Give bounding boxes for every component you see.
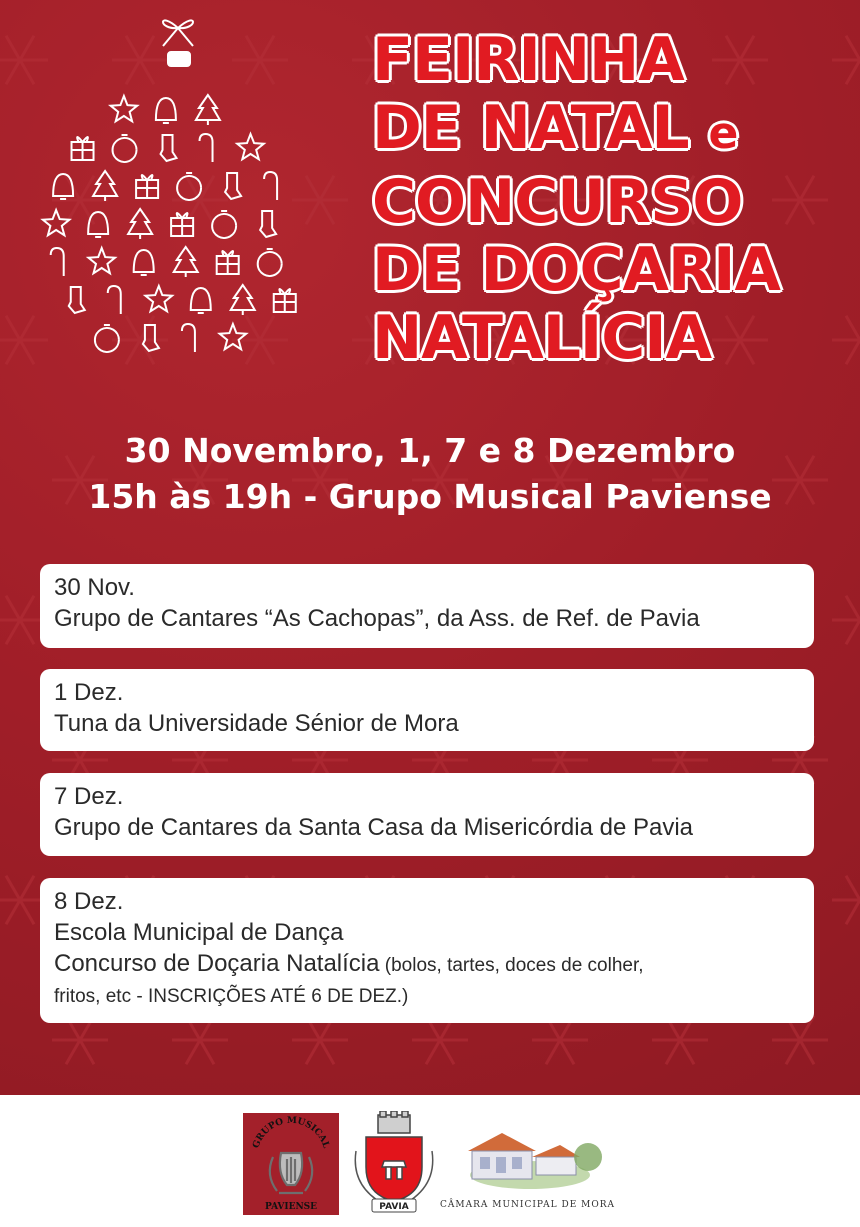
snowflake-icon xyxy=(412,1016,468,1064)
christmas-ornament-icon xyxy=(28,0,348,390)
star-icon xyxy=(88,248,115,273)
snowflake-icon xyxy=(292,1016,348,1064)
svg-text:GRUPO MUSICAL xyxy=(251,1116,331,1150)
sock-icon xyxy=(69,287,85,313)
title-line-5: NATALÍCIA xyxy=(372,303,712,373)
title-line-2 xyxy=(372,94,852,168)
contest-note-2: fritos, etc - INSCRIÇÕES ATÉ 6 DE DEZ.) xyxy=(54,986,409,1007)
contest-note-1: (bolos, tartes, doces de colher, xyxy=(379,955,644,976)
contest-line xyxy=(54,948,800,981)
bell-icon xyxy=(134,250,154,275)
snowflake-icon xyxy=(532,1016,588,1064)
event-desc: Grupo de Cantares da Santa Casa da Misericórdia de Pavia xyxy=(54,814,694,841)
event-date: 30 Nov. xyxy=(54,574,135,601)
bell-icon xyxy=(53,174,73,199)
cane-icon xyxy=(51,248,64,276)
ball-icon xyxy=(177,173,201,200)
event-card-7-dez xyxy=(40,773,814,856)
ball-icon xyxy=(95,325,119,352)
title-line-4: DE DOÇARIA xyxy=(372,235,780,305)
sock-icon xyxy=(225,173,241,199)
event-desc: Tuna da Universidade Sénior de Mora xyxy=(54,710,459,737)
tree-icon xyxy=(231,285,255,315)
ball-icon xyxy=(113,135,137,162)
bell-icon xyxy=(191,288,211,313)
logo2-label: PAVIA xyxy=(379,1202,409,1212)
star-icon xyxy=(145,286,172,311)
star-icon xyxy=(43,210,70,235)
snowflake-icon xyxy=(832,596,860,644)
logo1-bottom-text: PAVIENSE xyxy=(264,1202,318,1212)
cane-icon xyxy=(200,134,213,162)
camara-municipal-mora-logo xyxy=(440,1117,615,1217)
gift-icon xyxy=(72,137,94,160)
grupo-musical-paviense-logo xyxy=(243,1113,339,1215)
event-desc: Escola Municipal de Dança xyxy=(54,919,344,946)
contest-name: Concurso de Doçaria Natalícia xyxy=(54,950,380,977)
sock-icon xyxy=(161,135,177,161)
title-line-1: FEIRINHA xyxy=(372,25,684,95)
event-date: 8 Dez. xyxy=(54,888,124,915)
schedule xyxy=(0,428,860,520)
gift-icon xyxy=(171,213,193,236)
bell-icon xyxy=(156,98,176,123)
event-date: 7 Dez. xyxy=(54,783,124,810)
cane-icon xyxy=(182,324,195,352)
star-icon xyxy=(111,96,138,121)
snowflake-icon xyxy=(52,1016,108,1064)
tree-icon xyxy=(196,95,220,125)
event-desc: Grupo de Cantares “As Cachopas”, da Ass. de Ref. de Pavia xyxy=(54,605,700,632)
event-date: 1 Dez. xyxy=(54,679,124,706)
event-title xyxy=(372,26,852,372)
snowflake-icon xyxy=(652,1016,708,1064)
gift-icon xyxy=(274,289,296,312)
title-line-2-main: DE NATAL xyxy=(372,93,709,163)
logo3-label: CÂMARA MUNICIPAL DE MORA xyxy=(440,1200,615,1210)
gift-icon xyxy=(136,175,158,198)
title-line-2-e: e xyxy=(708,108,738,159)
event-card-1-dez xyxy=(40,669,814,751)
event-card-30-nov xyxy=(40,564,814,648)
schedule-dates: 30 Novembro, 1, 7 e 8 Dezembro xyxy=(124,431,736,470)
snowflake-icon xyxy=(832,876,860,924)
snowflake-icon xyxy=(172,1016,228,1064)
pavia-coat-of-arms-logo xyxy=(350,1111,438,1217)
gift-icon xyxy=(217,251,239,274)
ball-icon xyxy=(212,211,236,238)
sock-icon xyxy=(143,325,159,351)
star-icon xyxy=(220,324,247,349)
event-card-8-dez xyxy=(40,878,814,1023)
cane-icon xyxy=(108,286,121,314)
ball-icon xyxy=(258,249,282,276)
footer-logos xyxy=(0,1095,860,1227)
logo1-top-text: GRUPO MUSICAL xyxy=(251,1115,331,1150)
bell-icon xyxy=(88,212,108,237)
snowflake-icon xyxy=(772,1016,828,1064)
tree-icon xyxy=(128,209,152,239)
tree-icon xyxy=(93,171,117,201)
title-line-3: CONCURSO xyxy=(372,167,743,237)
tree-icon xyxy=(174,247,198,277)
star-icon xyxy=(237,134,264,159)
sock-icon xyxy=(260,211,276,237)
schedule-time-place: 15h às 19h - Grupo Musical Paviense xyxy=(88,477,772,516)
cane-icon xyxy=(264,172,277,200)
